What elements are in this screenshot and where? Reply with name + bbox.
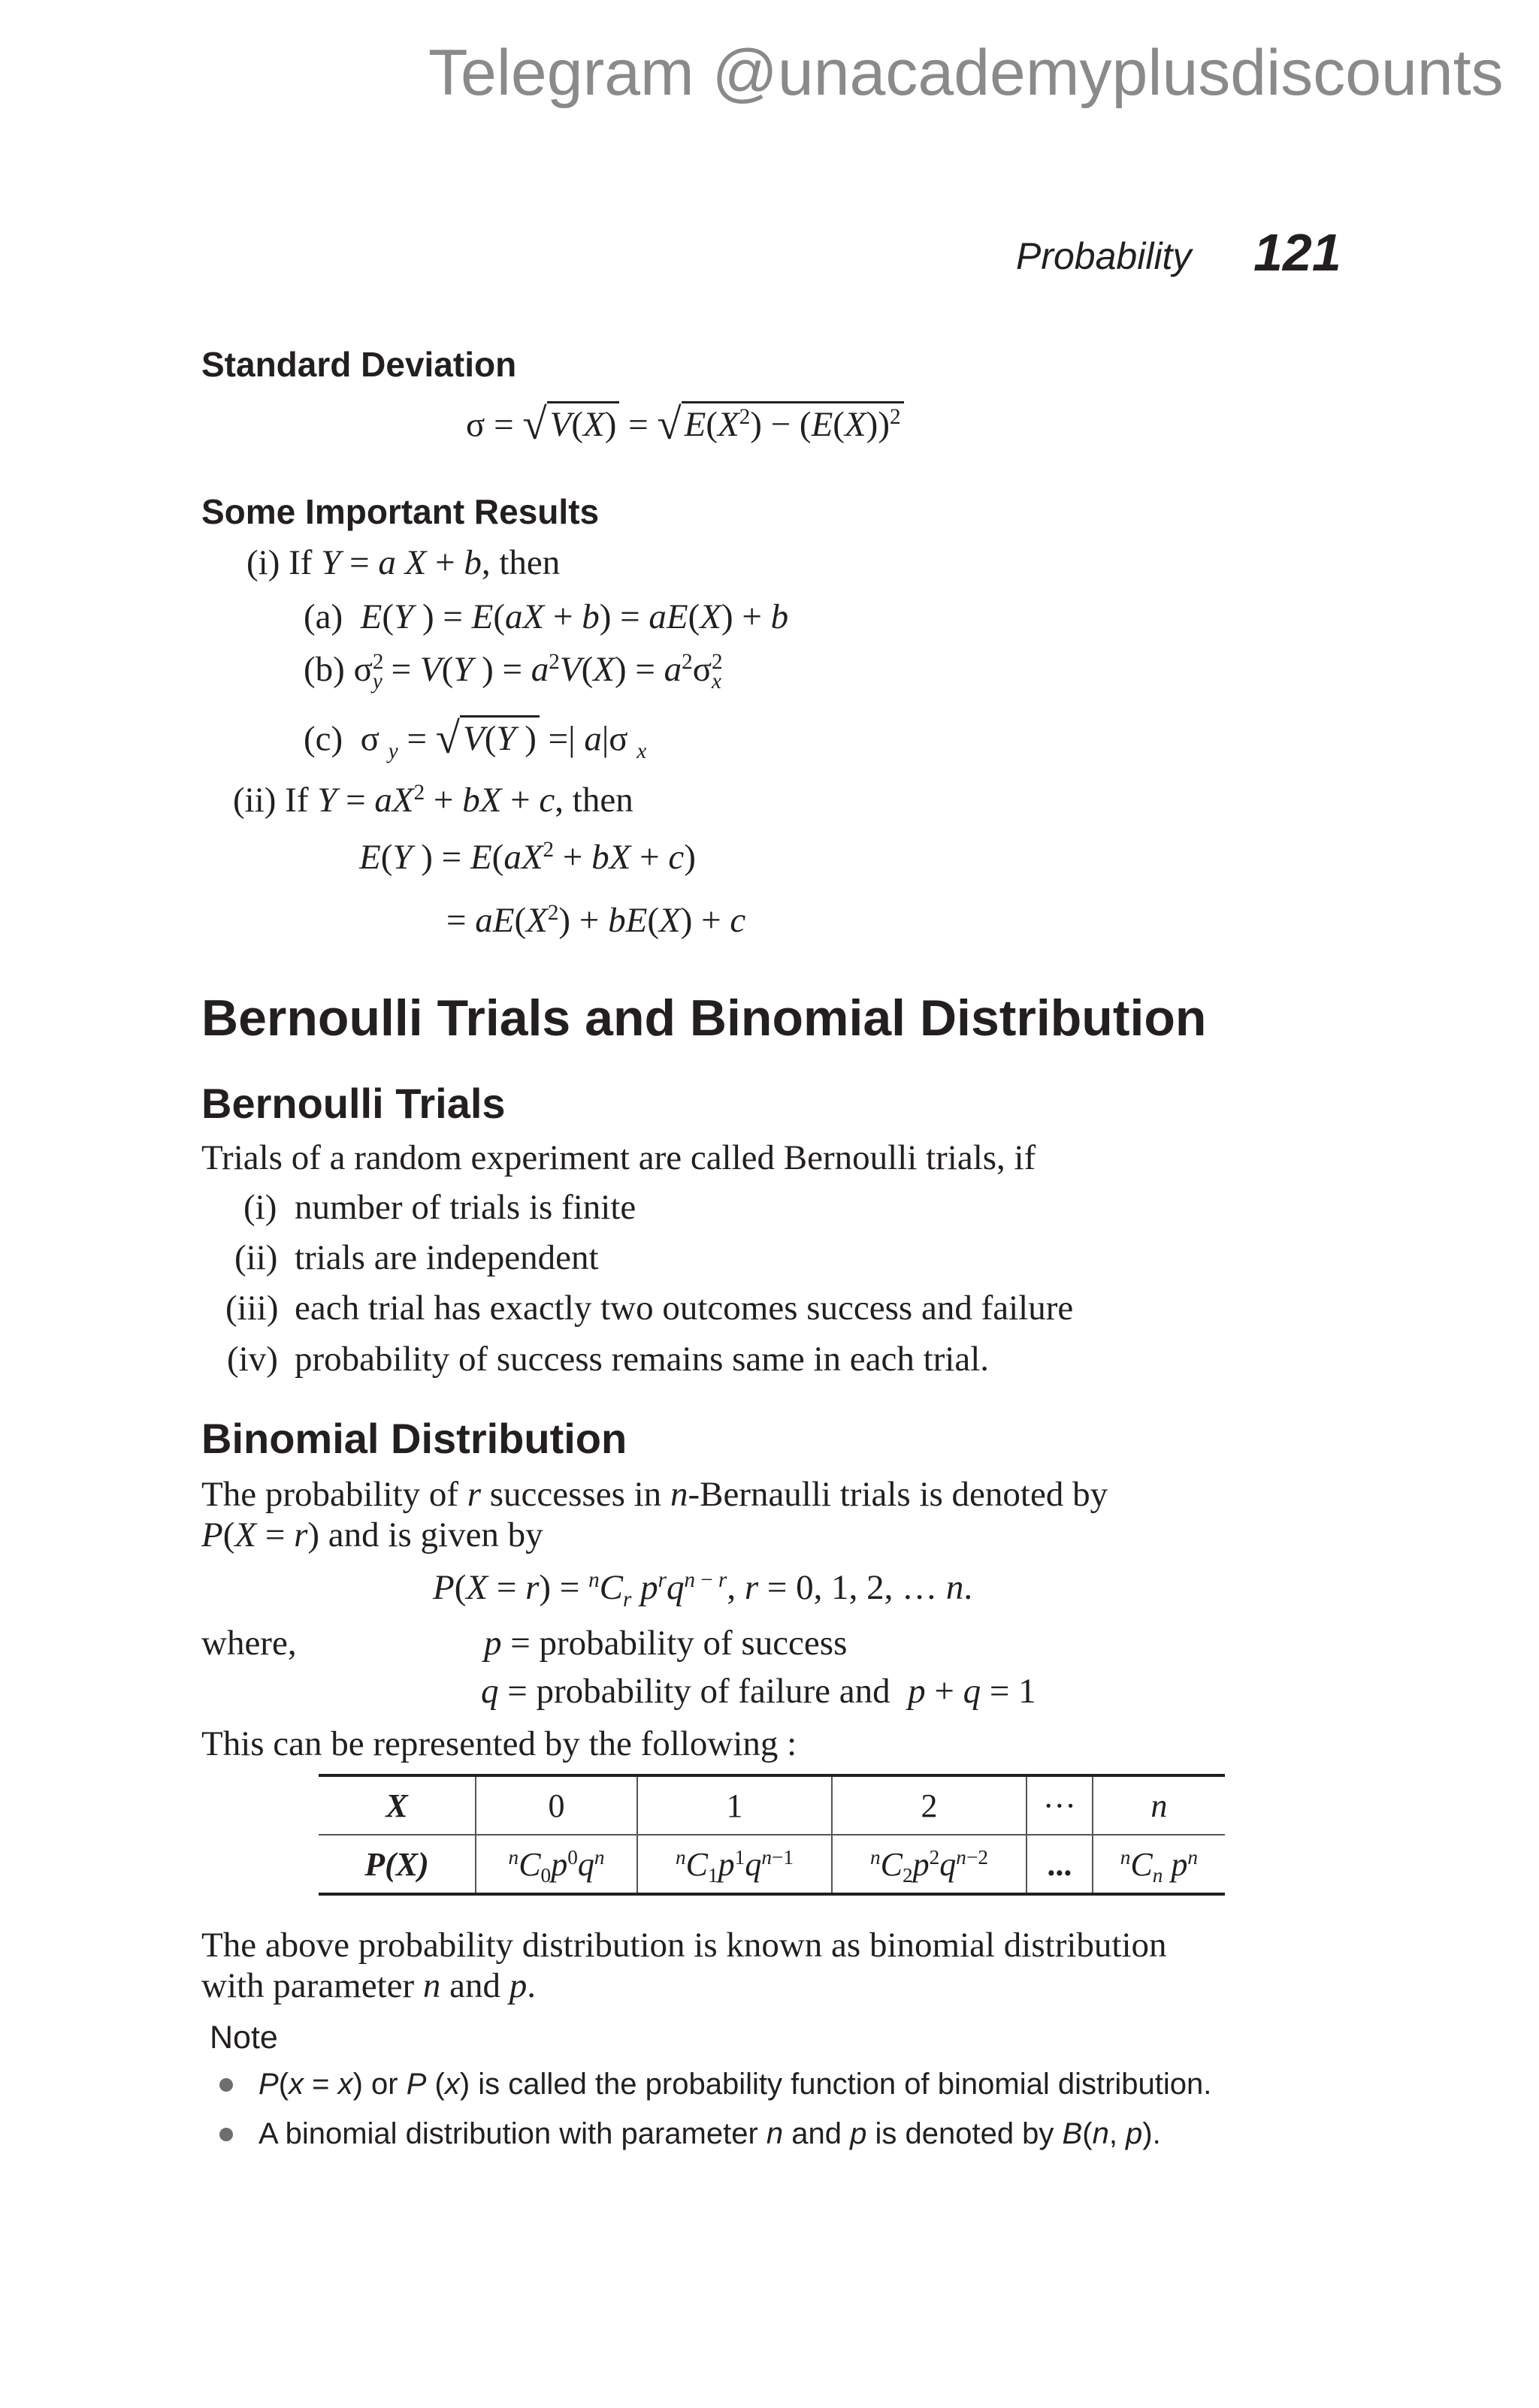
where-label: where,: [201, 1624, 297, 1663]
page-number: 121: [1253, 223, 1341, 282]
condition-text: each trial has exactly two outcomes success and failure: [295, 1289, 1074, 1328]
table-cell: n: [1093, 1775, 1225, 1835]
result-i-c: (c) σ $_y$ = √V(Y ) =| a|σ $_x$: [304, 714, 647, 763]
section-heading: Bernoulli Trials and Binomial Distribution: [201, 989, 1207, 1047]
std-dev-formula: $\sigma = √V(X) = √E(X^2) - (E(X))^2$: [466, 403, 904, 447]
table-cell: 2: [832, 1775, 1027, 1835]
table-cell: $^nC_1p^1q^{n-1}$: [637, 1835, 832, 1894]
table-cell: $^nC_n$ $p^n$: [1093, 1835, 1225, 1894]
std-dev-heading: Standard Deviation: [201, 345, 517, 384]
running-head: Probability: [1016, 235, 1192, 277]
binomial-intro-2: P(X = r) and is given by: [201, 1515, 543, 1554]
note-item-2: A binomial distribution with parameter n and p is denoted by B(n, p).: [259, 2117, 1161, 2150]
table-cell: 0: [476, 1775, 637, 1835]
binomial-heading: Binomial Distribution: [201, 1415, 627, 1462]
conclusion-line-1: The above probability distribution is known as binomial distribution: [201, 1926, 1167, 1965]
bullet-icon: [219, 2078, 233, 2092]
binomial-formula: $P(X = r) = ^nC_r$ $p^rq^{n - r}$, r = 0, 1, 2, … n.: [433, 1567, 973, 1612]
table-cell: $^nC_2p^2q^{n-2}$: [832, 1835, 1027, 1894]
result-i: (i) If Y = a X + b, then: [246, 543, 561, 582]
table-row: [319, 1775, 1225, 1835]
table-row: [319, 1835, 1225, 1894]
result-ii-eq2: = $aE(X^2) + bE(X) + c$: [446, 900, 746, 940]
condition-text: probability of success remains same in each trial.: [295, 1340, 990, 1379]
result-i-b: (b) $\sigma^2_y = V(Y$ ) = $a^2V(X) = a^2\sigma^2_x$: [304, 649, 723, 694]
table-cell: 1: [637, 1775, 832, 1835]
probability-table: [319, 1774, 1225, 1896]
results-heading: Some Important Results: [201, 492, 600, 531]
note-item-1: P(x = x) or P (x) is called the probability function of binomial distribution.: [259, 2068, 1212, 2101]
x-header: X: [319, 1775, 476, 1835]
condition-text: number of trials is finite: [295, 1188, 636, 1227]
condition-label: (iv): [227, 1340, 278, 1379]
table-cell: ...: [1027, 1835, 1093, 1894]
conclusion-line-2: with parameter n and p.: [201, 1966, 537, 2005]
table-cell: $^nC_0p^0q^n$: [476, 1835, 637, 1894]
bernoulli-heading: Bernoulli Trials: [201, 1080, 506, 1127]
result-ii: (ii) If $Y = aX^2$ + bX + c, then: [233, 780, 633, 820]
bullet-icon: [219, 2128, 233, 2141]
px-header: P(X): [364, 1845, 429, 1883]
condition-label: (iii): [225, 1289, 279, 1328]
result-ii-eq1: E(Y ) = $E(aX^2$ + bX + c): [359, 837, 696, 877]
represented-text: This can be represented by the following :: [201, 1724, 797, 1763]
condition-label: (ii): [234, 1238, 278, 1277]
result-i-a: (a) E(Y ) = E(aX + b) = aE(X) + b: [304, 597, 789, 636]
binomial-intro-1: The probability of r successes in n-Bernaulli trials is denoted by: [201, 1475, 1108, 1514]
note-title: Note: [210, 2020, 278, 2056]
condition-text: trials are independent: [295, 1238, 599, 1277]
condition-label: (i): [243, 1188, 277, 1227]
table-cell: ···: [1027, 1775, 1093, 1835]
bernoulli-intro: Trials of a random experiment are called Bernoulli trials, if: [201, 1138, 1036, 1177]
watermark: Telegram @unacademyplusdiscounts: [428, 37, 1504, 109]
q-definition: q = probability of failure and p + q = 1: [481, 1672, 1036, 1711]
p-definition: p = probability of success: [484, 1624, 848, 1663]
